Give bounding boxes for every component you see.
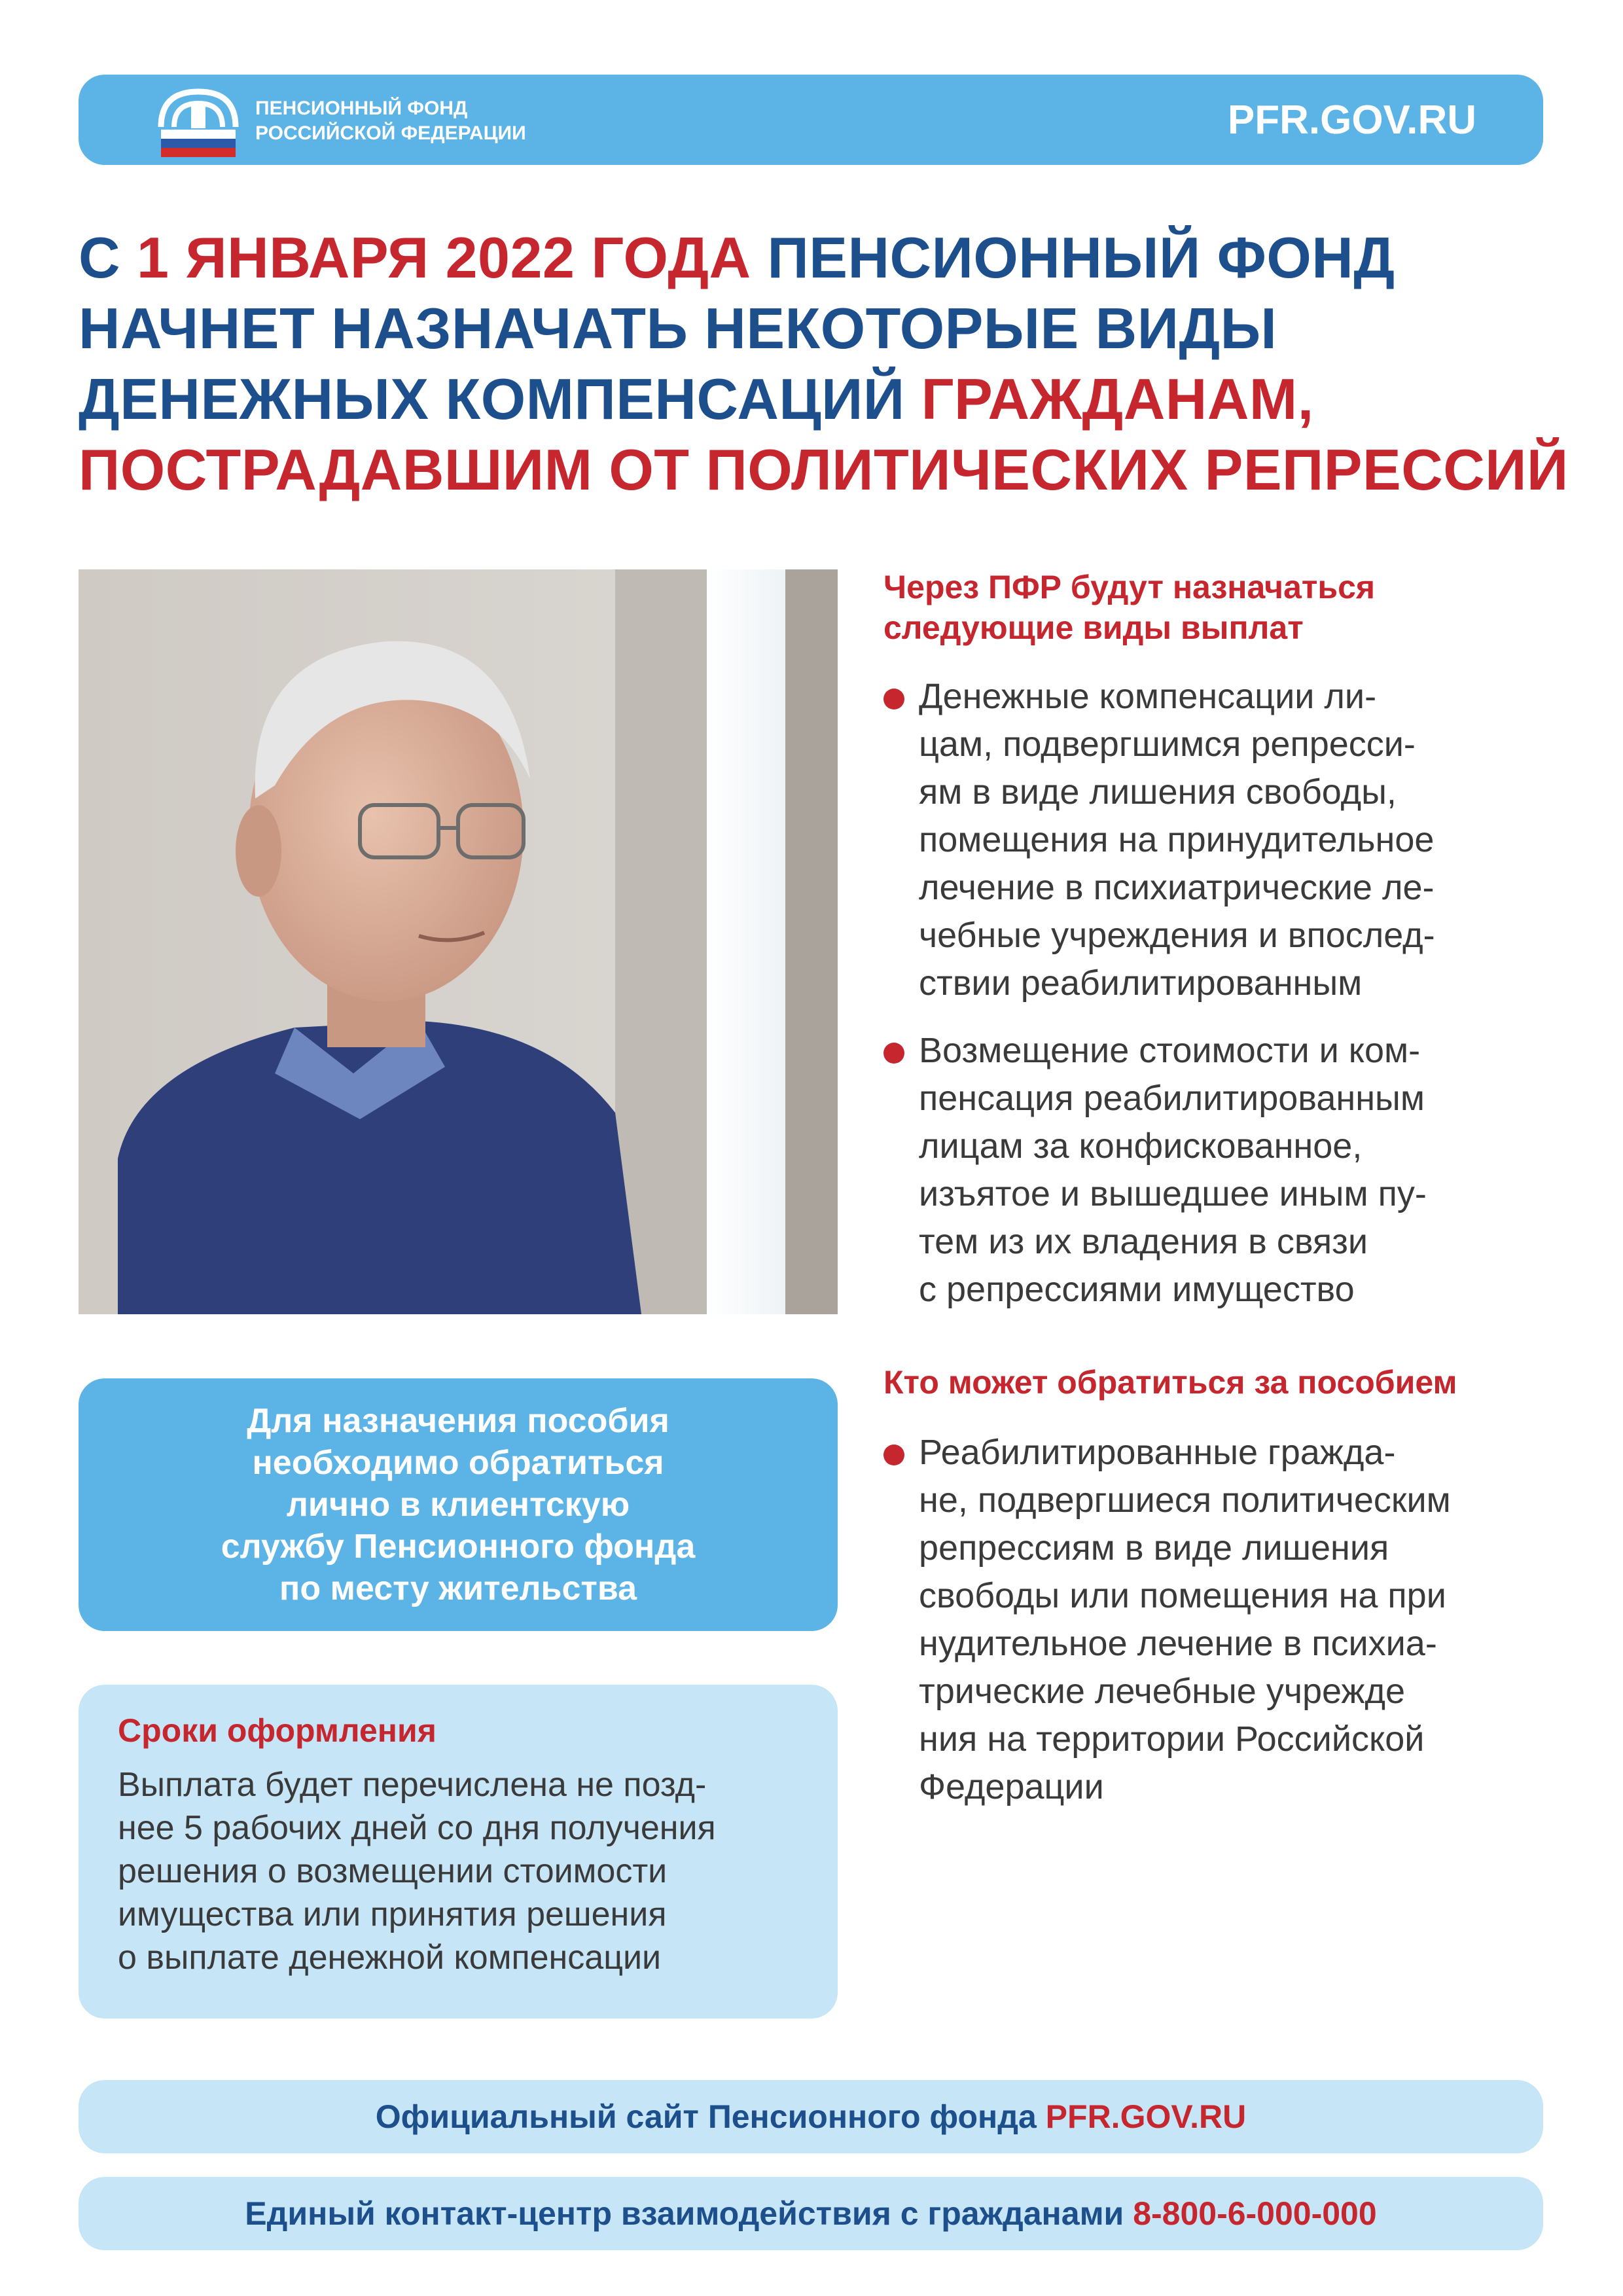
headline-line-1: С 1 ЯНВАРЯ 2022 ГОДА ПЕНСИОННЫЙ ФОНД [79, 225, 1395, 290]
eligible-title: Кто может обратиться за пособием [883, 1364, 1457, 1401]
apply-info-text [221, 1400, 696, 1609]
deadline-title: Сроки оформления [118, 1712, 437, 1749]
footer-site-bar [79, 2080, 1543, 2153]
deadline-text [118, 1763, 798, 1979]
payments-item-1: Денежные компенсации ли- цам, подвергшимся репресси- ям в виде лишения свободы, помещения на принудительное лечение в психиатрические ле- чебные учреждения и впослед- ствии реабилитированным [883, 673, 1564, 1007]
bullet-dot-icon [883, 689, 904, 709]
headline [79, 223, 1569, 505]
deadline-line: имущества или принятия решения [118, 1895, 667, 1933]
headline-line-3: ДЕНЕЖНЫХ КОМПЕНСАЦИЙ ГРАЖДАНАМ, [79, 367, 1314, 431]
footer-site-label: Официальный сайт Пенсионного фонда [375, 2098, 1046, 2135]
apply-info-line: по месту жительства [279, 1570, 637, 1607]
eligible-item: Реабилитированные гражда- не, подвергшиеся политическим репрессиям в виде лишения свободы или помещения на при нудительное лечение в психиа- трические лечебные учрежде ния на территории Российской Федерации [883, 1429, 1564, 1811]
payments-title: Через ПФР будут назначаться следующие виды выплат [883, 569, 1376, 646]
pfr-logo-icon [156, 86, 241, 160]
bullet-dot-icon [883, 1043, 904, 1064]
apply-info-line: необходимо обратиться [252, 1444, 664, 1482]
apply-info-line: службу Пенсионного фонда [221, 1528, 696, 1566]
headline-line-4: ПОСТРАДАВШИМ ОТ ПОЛИТИЧЕСКИХ РЕПРЕССИЙ [79, 437, 1569, 502]
org-name [255, 96, 526, 146]
deadline-line: нее 5 рабочих дней со дня получения [118, 1809, 716, 1847]
footer-site-link[interactable]: PFR.GOV.RU [1045, 2098, 1247, 2135]
org-name-line-1: ПЕНСИОННЫЙ ФОНД [255, 98, 468, 119]
deadline-line: решения о возмещении стоимости [118, 1852, 668, 1890]
header-bar [79, 75, 1543, 165]
deadline-line: о выплате денежной компенсации [118, 1939, 662, 1977]
payments-item-2: Возмещение стоимости и ком- пенсация реабилитированным лицам за конфискованное, изъятое и вышедшее иным пу- тем из их владения в связи с репрессиями имущество [883, 1027, 1564, 1314]
headline-line-2: НАЧНЕТ НАЗНАЧАТЬ НЕКОТОРЫЕ ВИДЫ [79, 296, 1277, 361]
apply-info-line: лично в клиентскую [286, 1486, 630, 1524]
footer-contact-bar [79, 2177, 1543, 2250]
apply-info-box [79, 1378, 838, 1631]
deadline-box [79, 1685, 838, 2018]
footer-phone-link[interactable]: 8-800-6-000-000 [1133, 2195, 1377, 2232]
apply-info-line: Для назначения пособия [247, 1402, 669, 1440]
footer-contact-label: Единый контакт-центр взаимодействия с гражданами [245, 2195, 1133, 2232]
org-name-line-2: РОССИЙСКОЙ ФЕДЕРАЦИИ [255, 122, 526, 144]
right-column [883, 567, 1564, 1811]
elderly-man-photo [79, 569, 838, 1314]
bullet-dot-icon [883, 1444, 904, 1465]
deadline-line: Выплата будет перечислена не позд- [118, 1766, 707, 1804]
header-site-link[interactable]: PFR.GOV.RU [1227, 98, 1476, 143]
